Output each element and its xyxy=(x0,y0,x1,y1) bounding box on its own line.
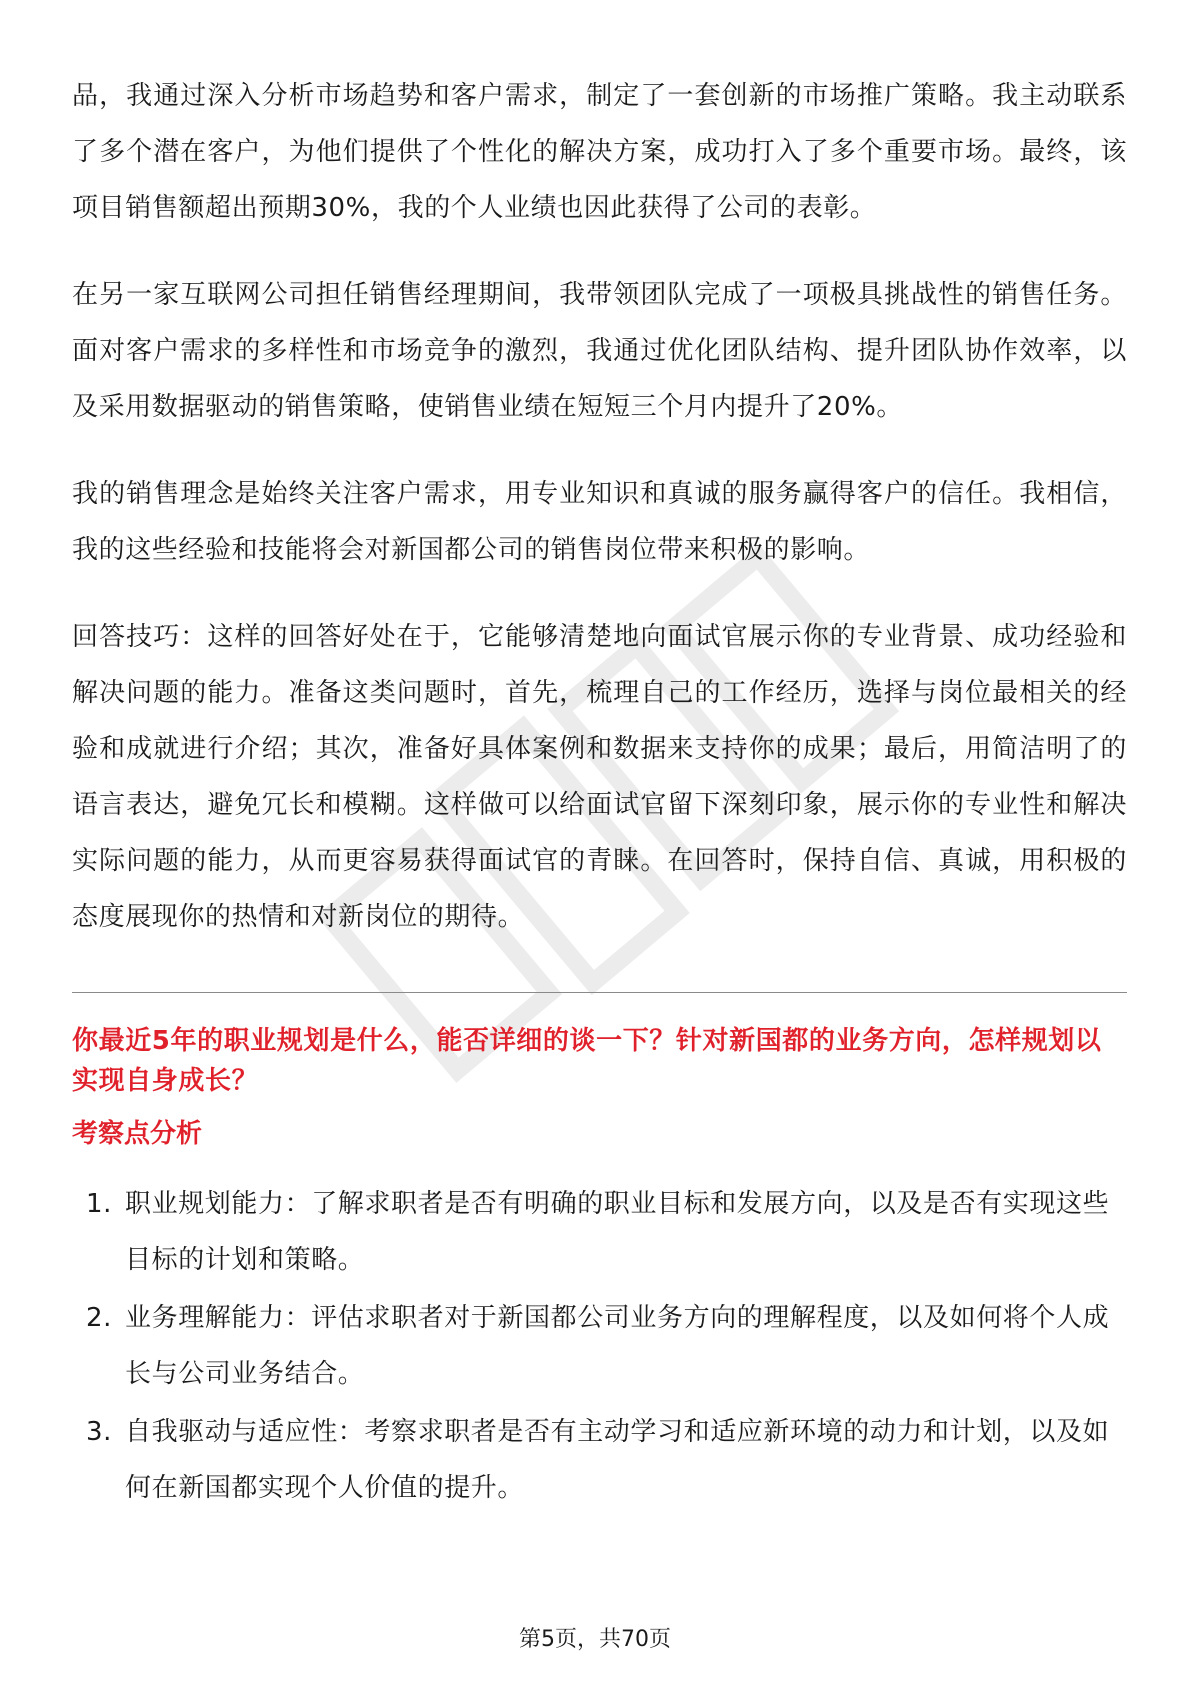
paragraph-3: 我的销售理念是始终关注客户需求，用专业知识和真诚的服务赢得客户的信任。我相信，我的这些经验和技能将会对新国都公司的销售岗位带来积极的影响。 xyxy=(72,479,1127,565)
paragraph-1: 品，我通过深入分析市场趋势和客户需求，制定了一套创新的市场推广策略。我主动联系了多个潜在客户，为他们提供了个性化的解决方案，成功打入了多个重要市场。最终，该项目销售额超出预期30%，我的个人业绩也因此获得了公司的表彰。 xyxy=(72,81,1127,223)
list-number: 2. xyxy=(86,1303,113,1333)
section-title: 考察点分析 xyxy=(72,1119,203,1149)
answer-tips-paragraph: 回答技巧：这样的回答好处在于，它能够清楚地向面试官展示你的专业背景、成功经验和解决问题的能力。准备这类问题时，首先，梳理自己的工作经历，选择与岗位最相关的经验和成就进行介绍；其次，准备好具体案例和数据来支持你的成果；最后，用简洁明了的语言表达，避免冗长和模糊。这样做可以给面试官留下深刻印象，展示你的专业性和解决实际问题的能力，从而更容易获得面试官的青睐。在回答时，保持自信、真诚，用积极的态度展现你的热情和对新岗位的期待。 xyxy=(72,622,1127,932)
question-heading: 你最近5年的职业规划是什么，能否详细的谈一下？针对新国都的业务方向，怎样规划以实现自身成长？ xyxy=(72,1026,1102,1096)
analysis-list xyxy=(72,1176,1127,1516)
list-item xyxy=(72,1176,1127,1288)
paragraph-2: 在另一家互联网公司担任销售经理期间，我带领团队完成了一项极具挑战性的销售任务。面对客户需求的多样性和市场竞争的激烈，我通过优化团队结构、提升团队协作效率，以及采用数据驱动的销售策略，使销售业绩在短短三个月内提升了20%。 xyxy=(72,280,1127,422)
page-number: 第5页，共70页 xyxy=(519,1627,671,1652)
document-page xyxy=(72,68,1127,1518)
list-number: 1. xyxy=(86,1189,113,1219)
list-item xyxy=(72,1290,1127,1402)
list-number: 3. xyxy=(86,1417,113,1447)
section-divider xyxy=(72,992,1127,993)
list-item-text: 自我驱动与适应性：考察求职者是否有主动学习和适应新环境的动力和计划，以及如何在新国都实现个人价值的提升。 xyxy=(125,1417,1110,1503)
list-item xyxy=(72,1404,1127,1516)
list-item-text: 职业规划能力：了解求职者是否有明确的职业目标和发展方向，以及是否有实现这些目标的计划和策略。 xyxy=(125,1189,1110,1275)
list-item-text: 业务理解能力：评估求职者对于新国都公司业务方向的理解程度，以及如何将个人成长与公司业务结合。 xyxy=(125,1303,1110,1389)
